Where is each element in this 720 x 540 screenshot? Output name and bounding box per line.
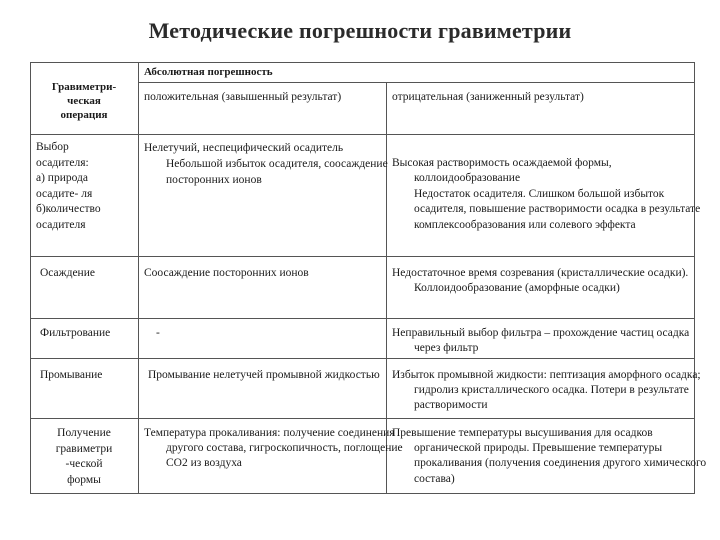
row1-operation: Выбор осадителя: а) природа осадите- ля б)количество осадителя: [36, 141, 101, 231]
table-border-bottom: [30, 493, 695, 494]
errors-table: [30, 62, 707, 494]
header-divider: [138, 82, 695, 83]
slide-title: Методические погрешности гравиметрии: [148, 18, 572, 43]
header-positive: положительная (завышенный результат): [144, 91, 342, 103]
row1-positive: Нелетучий, неспецифический осадитель Небольшой избыток осадителя, соосаждение посторонних ионов: [144, 142, 388, 186]
row4-positive: Промывание нелетучей промывной жидкостью: [148, 369, 380, 381]
row-divider-3: [30, 358, 695, 359]
row2-negative: Недостаточное время созревания (кристаллические осадки). Коллоидообразование (аморфные осадки): [392, 267, 689, 295]
row4-negative: Избыток промывной жидкости: пептизация аморфного осадка; гидролиз кристаллического осадка. Потери в результате растворимости: [392, 369, 701, 412]
header-absolute-error: Абсолютная погрешность: [144, 66, 273, 78]
row2-positive: Соосаждение посторонних ионов: [144, 267, 309, 279]
row-divider-1: [30, 256, 695, 257]
row5-negative: Превышение температуры высушивания для осадков органической природы. Превышение температуры прокаливания (получения соединения другого химического состава): [392, 427, 707, 485]
row4-operation: Промывание: [40, 369, 103, 381]
header-operation: Гравиметри- ческая операция: [51, 81, 117, 121]
header-negative: отрицательная (заниженный результат): [392, 91, 584, 103]
table-border-top: [30, 62, 695, 63]
row5-positive: Температура прокаливания: получение соединения другого состава, гигроскопичность, поглощение CO2 из воздуха: [144, 427, 403, 470]
row-divider-2: [30, 318, 695, 319]
column-divider-1: [138, 62, 139, 494]
row-divider-4: [30, 418, 695, 419]
row3-positive: -: [156, 327, 160, 339]
table-border-left: [30, 62, 31, 494]
row2-operation: Осаждение: [40, 267, 95, 279]
row3-negative: Неправильный выбор фильтра – прохождение частиц осадка через фильтр: [392, 327, 690, 355]
header-bottom-line: [30, 134, 695, 135]
row5-operation: Получение гравиметри -ческой формы: [55, 427, 113, 486]
row1-negative: Высокая растворимость осаждаемой формы, коллоидообразование Недостаток осадителя. Слишком большой избыток осадителя, повышение растворимости осадка в результате комплексообразования или солевого эффекта: [392, 157, 701, 231]
row3-operation: Фильтрование: [40, 327, 111, 339]
